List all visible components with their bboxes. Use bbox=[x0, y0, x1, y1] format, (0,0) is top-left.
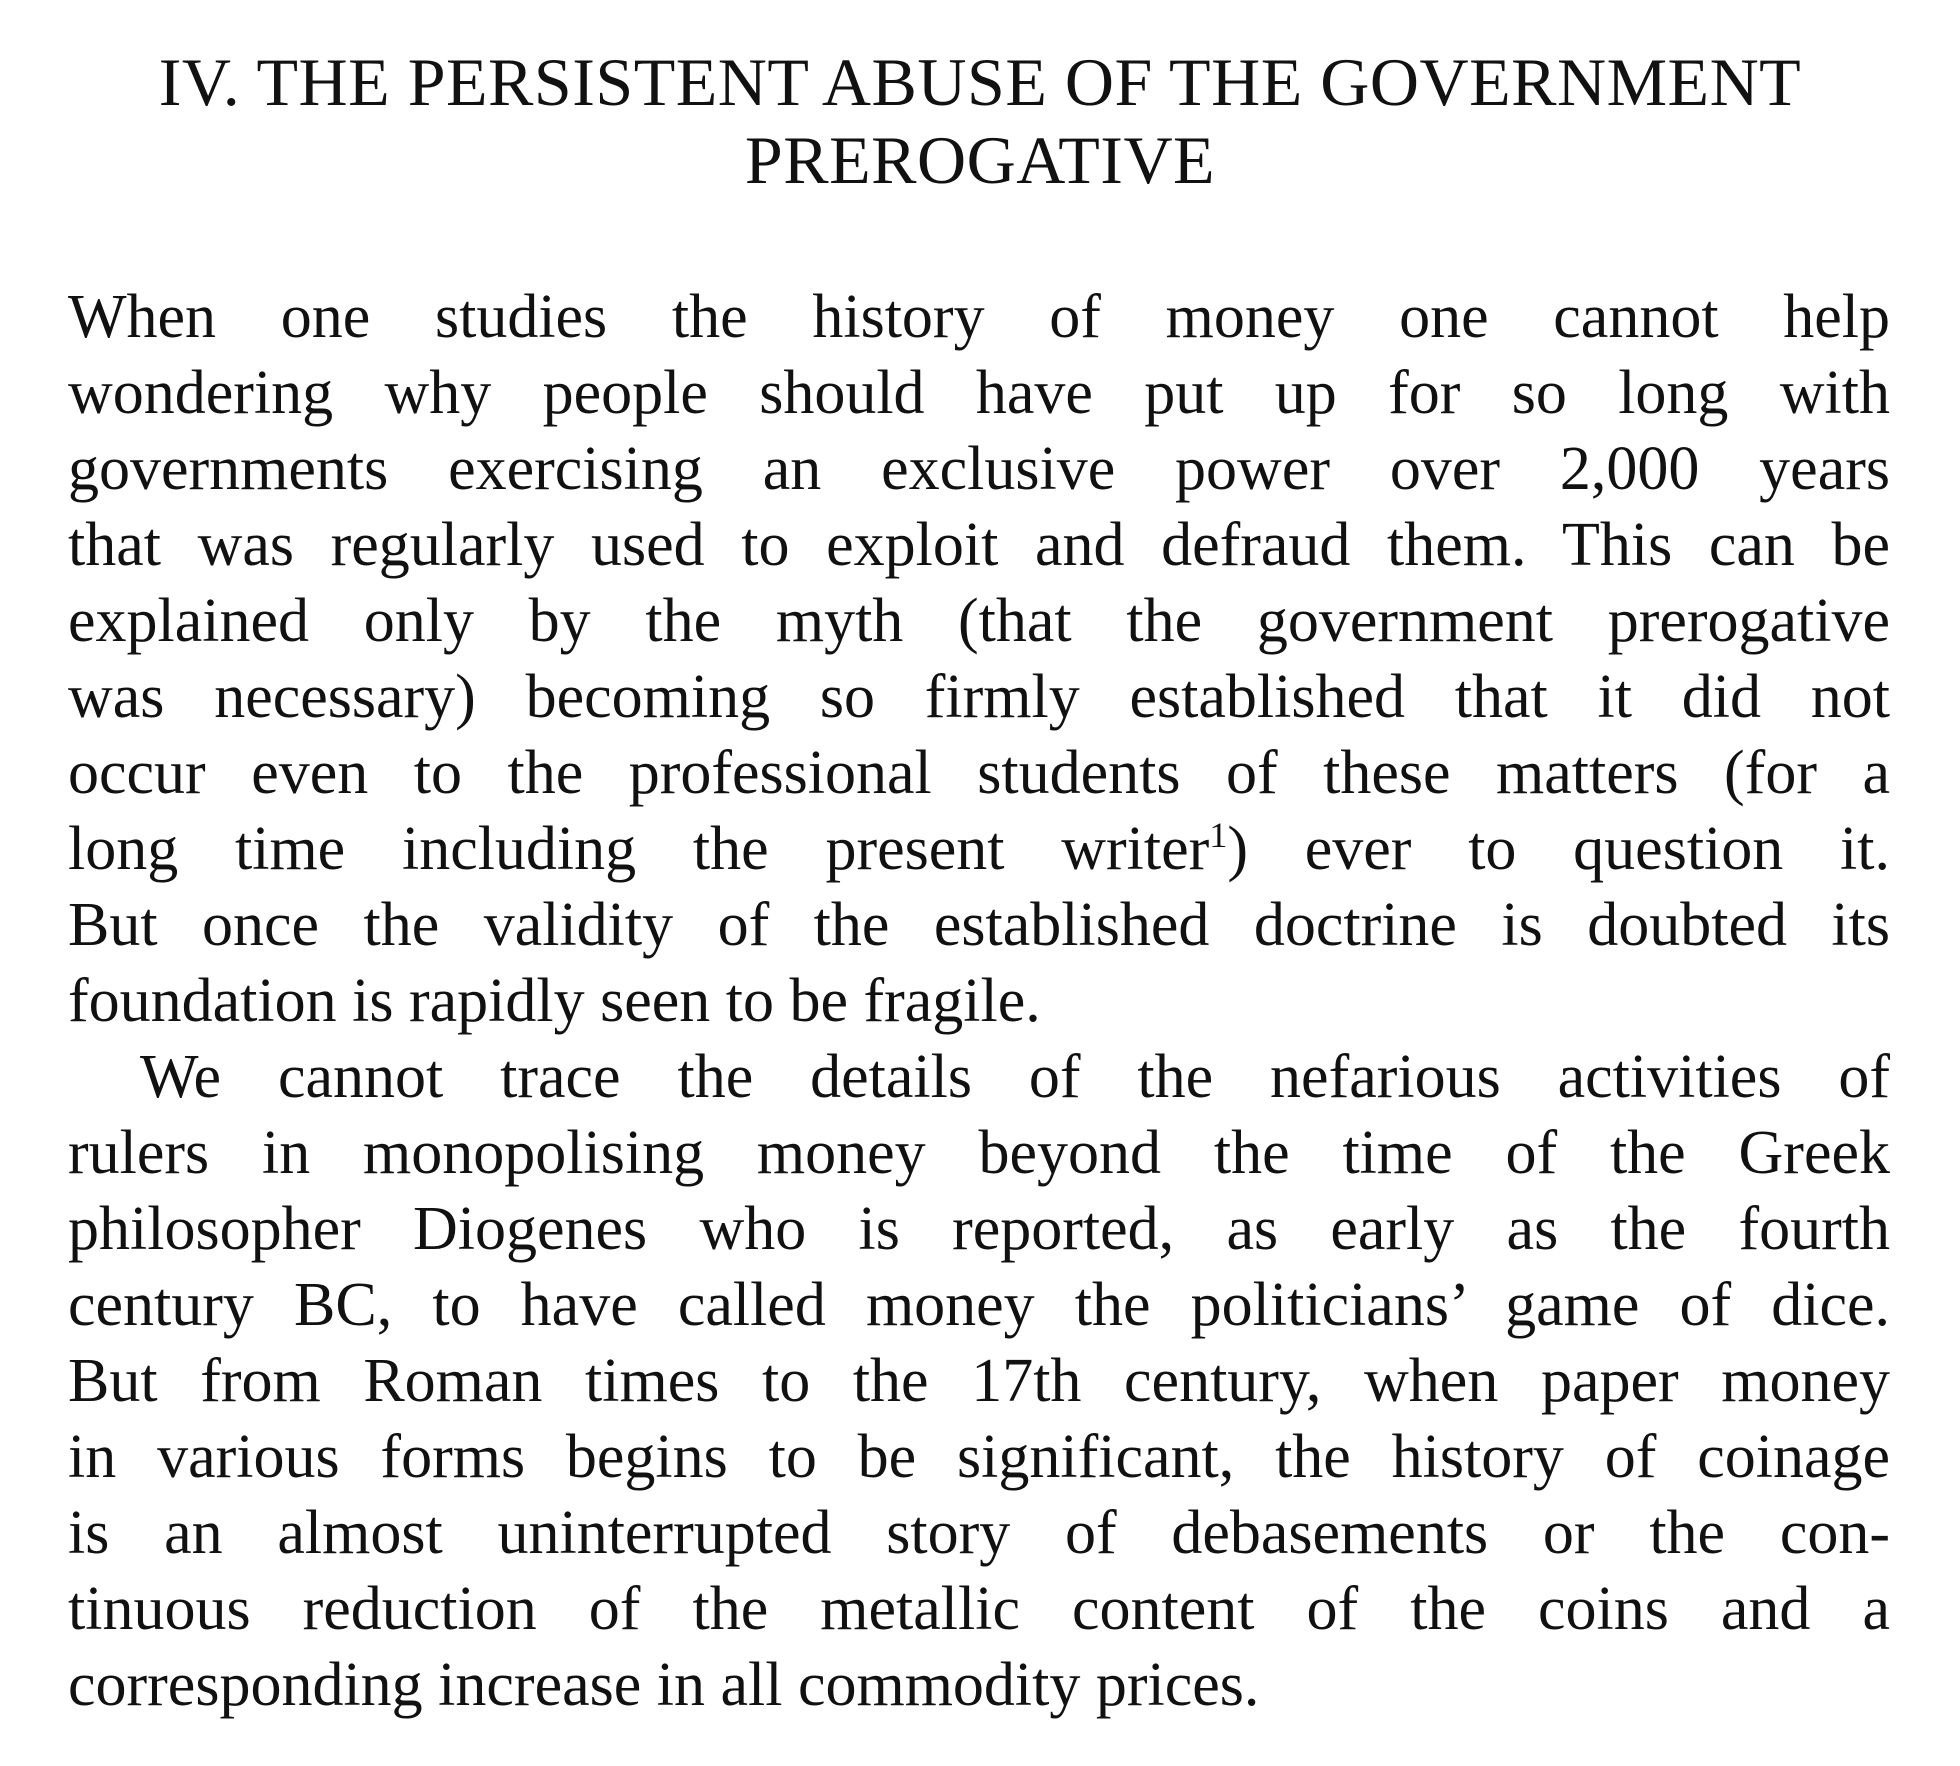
text-line: wondering why people should have put up for so long with bbox=[68, 359, 1890, 427]
text-line: in various forms begins to be significant, the history of coinage bbox=[68, 1423, 1890, 1491]
text-line-with-footnote bbox=[68, 814, 1890, 890]
text-line: When one studies the history of money one cannot help bbox=[68, 283, 1890, 351]
text-line: rulers in monopolising money beyond the time of the Greek bbox=[68, 1119, 1890, 1187]
text-segment: long time including the present writer bbox=[68, 815, 1210, 883]
text-line: occur even to the professional students of these matters (for a bbox=[68, 739, 1890, 807]
text-line: But once the validity of the established doctrine is doubted its bbox=[68, 891, 1890, 959]
text-line: century BC, to have called money the politicians’ game of dice. bbox=[68, 1271, 1890, 1339]
text-line: was necessary) becoming so firmly established that it did not bbox=[68, 663, 1890, 731]
chapter-heading-line-2: PREROGATIVE bbox=[744, 122, 1216, 198]
text-line: corresponding increase in all commodity prices. bbox=[68, 1651, 1260, 1719]
text-line: governments exercising an exclusive power over 2,000 years bbox=[68, 435, 1890, 503]
text-line: philosopher Diogenes who is reported, as early as the fourth bbox=[68, 1195, 1890, 1263]
text-line: that was regularly used to exploit and defraud them. This can be bbox=[68, 511, 1890, 579]
text-line: But from Roman times to the 17th century, when paper money bbox=[68, 1347, 1890, 1415]
text-line: foundation is rapidly seen to be fragile. bbox=[68, 967, 1041, 1035]
text-segment: ) ever to question it. bbox=[1227, 815, 1891, 883]
footnote-marker[interactable]: 1 bbox=[1209, 815, 1228, 855]
chapter-heading-line-1: IV. THE PERSISTENT ABUSE OF THE GOVERNMENT bbox=[158, 44, 1802, 120]
text-line: explained only by the myth (that the government prerogative bbox=[68, 587, 1890, 655]
text-line: We cannot trace the details of the nefarious activities of bbox=[140, 1043, 1890, 1111]
text-line: tinuous reduction of the metallic content of the coins and a bbox=[68, 1575, 1890, 1643]
text-line: is an almost uninterrupted story of debasements or the con- bbox=[68, 1499, 1890, 1567]
